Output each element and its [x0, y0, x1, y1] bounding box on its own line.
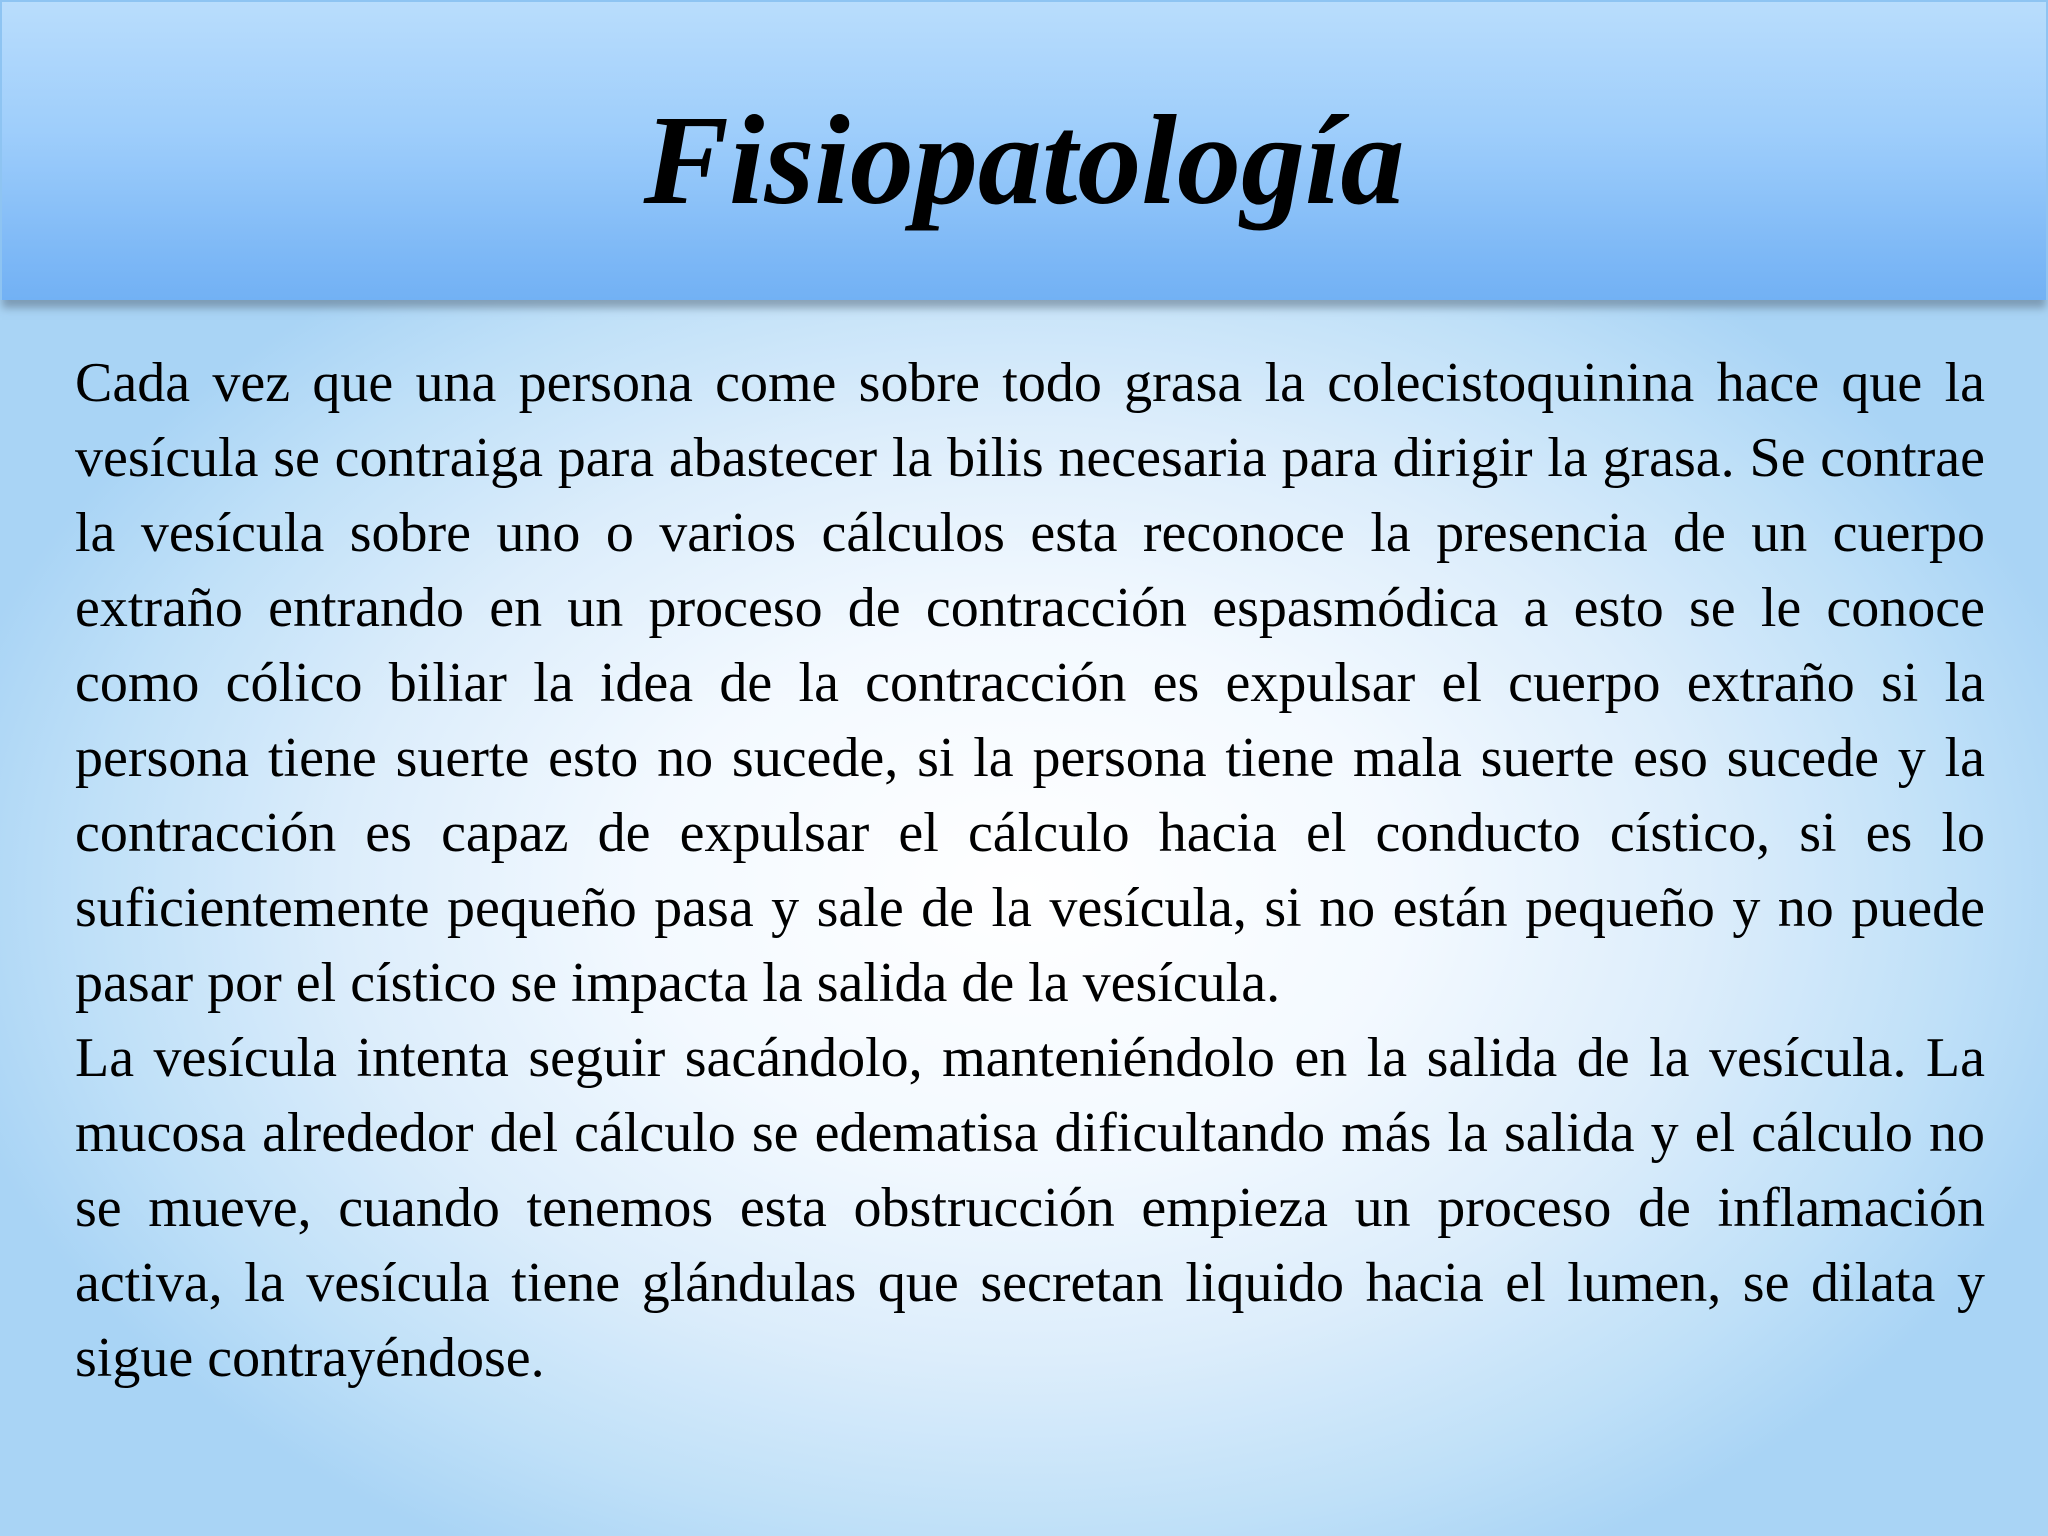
slide-title: Fisiopatología — [643, 89, 1405, 231]
slide-body — [75, 346, 1985, 1396]
body-paragraph-1: Cada vez que una persona come sobre todo grasa la colecistoquinina hace que la vesícula se contraiga para abastecer la bilis necesaria para dirigir la grasa. Se contrae la vesícula sobre uno o varios cálculos esta reconoce la presencia de un cuerpo extraño entrando en un proceso de contracción espasmódica a esto se le conoce como cólico biliar la idea de la contracción es expulsar el cuerpo extraño si la persona tiene suerte esto no sucede, si la persona tiene mala suerte eso sucede y la contracción es capaz de expulsar el cálculo hacia el conducto cístico, si es lo suficientemente pequeño pasa y sale de la vesícula, si no están pequeño y no puede pasar por el cístico se impacta la salida de la vesícula. — [75, 352, 1985, 1014]
body-paragraph-2: La vesícula intenta seguir sacándolo, manteniéndolo en la salida de la vesícula. La mucosa alrededor del cálculo se edematisa dificultando más la salida y el cálculo no se mueve, cuando tenemos esta obstrucción empieza un proceso de inflamación activa, la vesícula tiene glándulas que secretan liquido hacia el lumen, se dilata y sigue contrayéndose. — [75, 1027, 1985, 1389]
